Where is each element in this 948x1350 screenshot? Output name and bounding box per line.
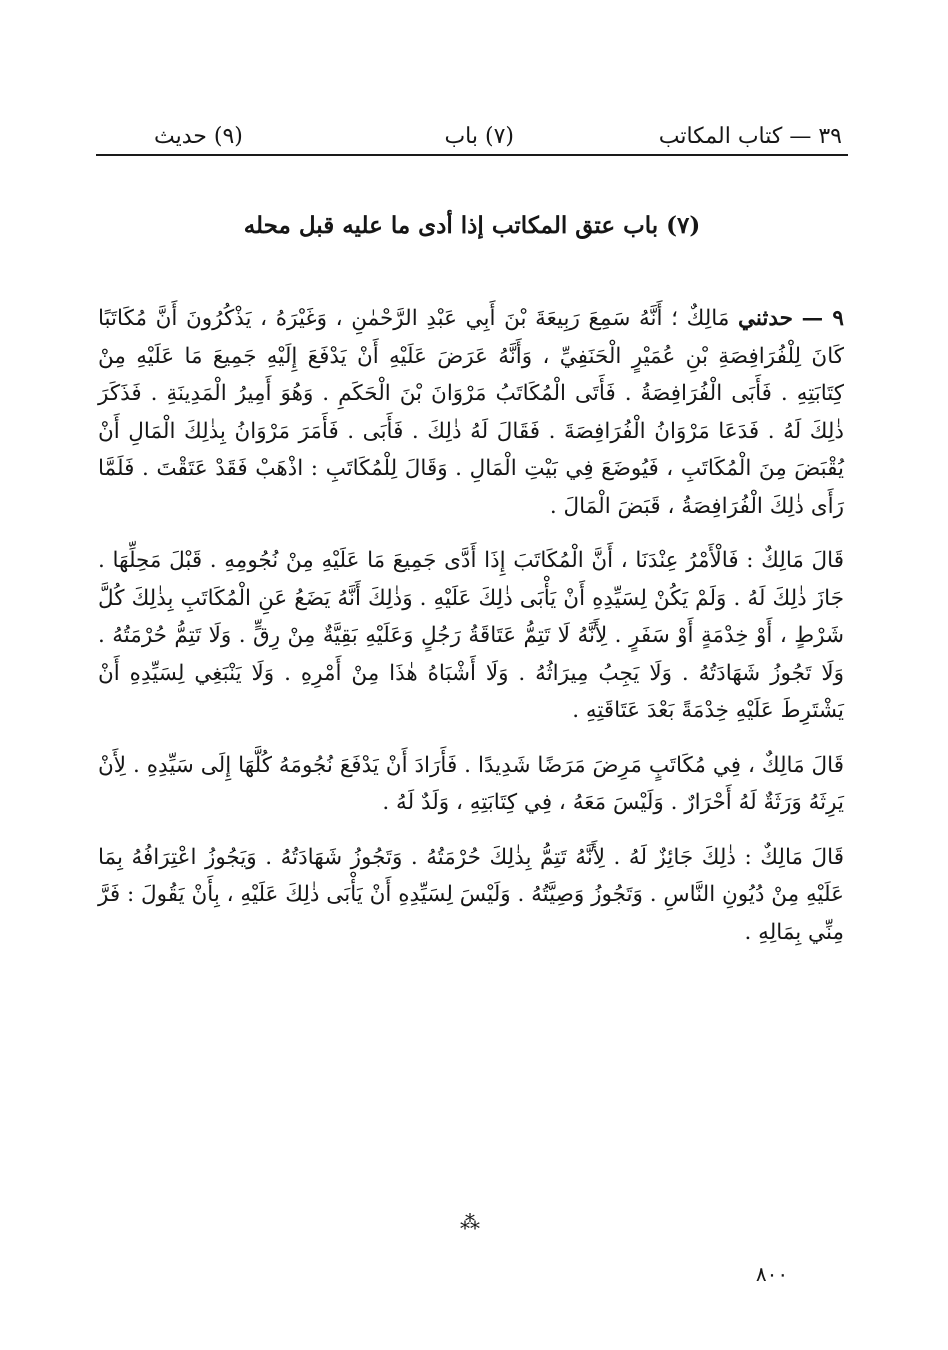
hadith-text: مَالِكٌ ؛ أَنَّهُ سَمِعَ رَبِيعَةَ بْنَ أَبِي عَبْدِ الرَّحْمٰنِ ، وَغَيْرَهُ ، يَذْكُرُونَ أَنَّ مُكَاتَبًا كَانَ لِلْفُرَافِصَةِ بْنِ عُمَيْرٍ الْحَنَفِيِّ ، وَأَنَّهُ عَرَضَ عَلَيْهِ أَنْ يَدْفَعَ إِلَيْهِ جَمِيعَ مَا عَلَيْهِ مِنْ كِتَابَتِهِ . فَأَبَى الْفُرَافِصَةُ . فَأَتَى الْمُكَاتَبُ مَرْوَانَ بْنَ الْحَكَمِ . وَهُوَ أَمِيرُ الْمَدِينَةِ . فَذَكَرَ ذٰلِكَ لَهُ . فَدَعَا مَرْوَانُ الْفُرَافِصَةَ . فَقَالَ لَهُ ذٰلِكَ . فَأَبَى . فَأَمَرَ مَرْوَانُ بِذٰلِكَ الْمَالِ أَنْ يُقْبَضَ مِنَ الْمُكَاتَبِ ، فَيُوضَعَ فِي بَيْتِ الْمَالِ . وَقَالَ لِلْمُكَاتَبِ : اذْهَبْ فَقَدْ عَتَقْتَ . فَلَمَّا رَأَى ذٰلِكَ الْفُرَافِصَةُ ، قَبَضَ الْمَالَ . xyxy=(98,306,844,519)
hadith-number: ٩ — xyxy=(801,306,844,331)
book-title: ٣٩ — كتاب المكاتب xyxy=(658,124,842,149)
chapter-label: (٧) باب xyxy=(444,124,514,149)
running-header xyxy=(96,118,844,158)
chapter-title: (٧) باب عتق المكاتب إذا أدى ما عليه قبل محله xyxy=(243,212,701,239)
header-rule xyxy=(96,154,848,156)
section-separator: ⁂ xyxy=(460,1210,480,1234)
page-number: ٨٠٠ xyxy=(755,1262,789,1286)
hadith-label: (٩) حديث xyxy=(154,124,243,149)
commentary-paragraph-3: قَالَ مَالِكٌ : ذٰلِكَ جَائِزٌ لَهُ . لِأَنَّهُ تَتِمُّ بِذٰلِكَ حُرْمَتُهُ . وَتَجُوزُ شَهَادَتُهُ . وَيَجُوزُ اعْتِرَافُهُ بِمَا عَلَيْهِ مِنْ دُيُونِ النَّاسِ . وَتَجُوزُ وَصِيَّتُهُ . وَلَيْسَ لِسَيِّدِهِ أَنْ يَأْبَى ذٰلِكَ عَلَيْهِ ، بِأَنْ يَقُولَ : فَرَّ مِنِّي بِمَالِهِ . xyxy=(98,844,844,945)
commentary-paragraph-1: قَالَ مَالِكٌ : فَالْأَمْرُ عِنْدَنَا ، أَنَّ الْمُكَاتَبَ إِذَا أَدَّى جَمِيعَ مَا عَلَيْهِ مِنْ نُجُومِهِ . قَبْلَ مَحِلِّهَا . جَازَ ذٰلِكَ لَهُ . وَلَمْ يَكُنْ لِسَيِّدِهِ أَنْ يَأْبَى ذٰلِكَ عَلَيْهِ . وَذٰلِكَ أَنَّهُ يَضَعُ عَنِ الْمُكَاتَبِ بِذٰلِكَ كُلَّ شَرْطٍ ، أَوْ خِدْمَةٍ أَوْ سَفَرٍ . لِأَنَّهُ لَا تَتِمُّ عَتَاقَةُ رَجُلٍ وَعَلَيْهِ بَقِيَّةٌ مِنْ رِقٍّ . وَلَا تَتِمُّ حُرْمَتُهُ . وَلَا تَجُوزُ شَهَادَتُهُ . وَلَا يَجِبُ مِيرَاثُهُ . وَلَا أَشْبَاهُ هٰذَا مِنْ أَمْرِهِ . وَلَا يَنْبَغِي لِسَيِّدِهِ أَنْ يَشْتَرِطَ عَلَيْهِ خِدْمَةً بَعْدَ عَتَاقَتِهِ . xyxy=(98,548,844,723)
commentary-paragraph-2: قَالَ مَالِكٌ ، فِي مُكَاتَبٍ مَرِضَ مَرَضًا شَدِيدًا . فَأَرَادَ أَنْ يَدْفَعَ نُجُومَهُ كُلَّهَا إِلَى سَيِّدِهِ . لِأَنْ يَرِثَهُ وَرَثَةٌ لَهُ أَحْرَارٌ . وَلَيْسَ مَعَهُ ، فِي كِتَابَتِهِ ، وَلَدٌ لَهُ . xyxy=(98,752,844,815)
hadith-opening: حدثني xyxy=(738,306,793,331)
body-text xyxy=(98,300,844,951)
hadith-paragraph xyxy=(98,300,844,525)
